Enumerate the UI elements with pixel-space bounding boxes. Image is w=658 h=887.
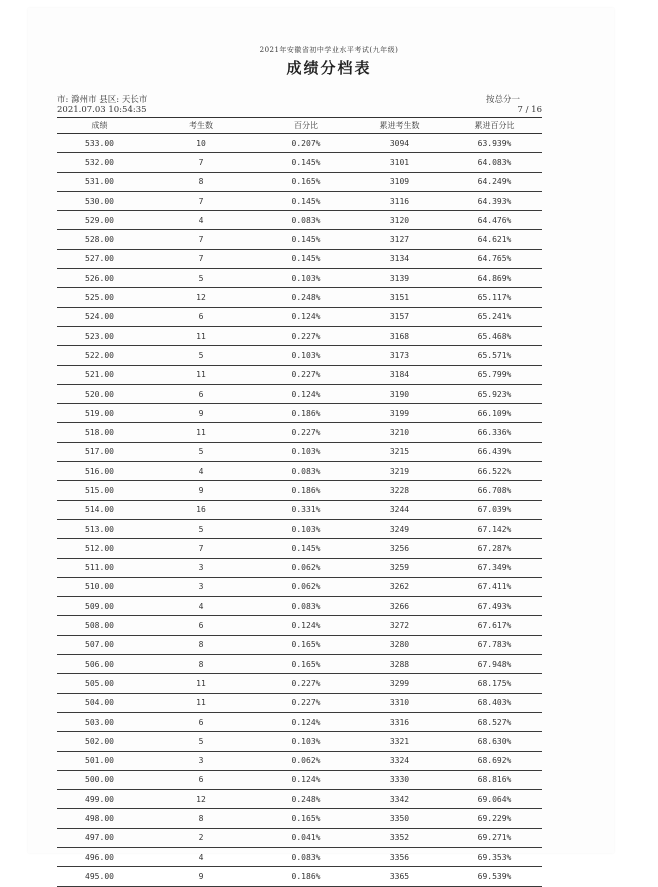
count-cell: 9	[198, 871, 204, 881]
percent-cell: 0.083%	[291, 215, 321, 225]
cumulative-percent-cell: 64.621%	[477, 235, 512, 245]
count-cell: 12	[196, 293, 206, 303]
count-cell: 12	[196, 794, 206, 804]
score-cell: 498.00	[85, 814, 114, 824]
count-cell: 4	[198, 601, 204, 611]
cumulative-count-cell: 3244	[389, 505, 410, 515]
percent-cell: 0.124%	[291, 312, 321, 322]
cumulative-count-cell: 3299	[389, 678, 410, 688]
cumulative-percent-cell: 63.939%	[477, 138, 512, 148]
table-row	[57, 173, 542, 192]
meta-right	[456, 95, 542, 115]
table-row	[57, 404, 542, 423]
cumulative-count-cell: 3219	[389, 466, 410, 476]
percent-cell: 0.124%	[291, 621, 321, 631]
score-cell: 527.00	[85, 254, 114, 264]
count-cell: 11	[196, 428, 206, 438]
cumulative-count-cell: 3365	[389, 871, 410, 881]
score-cell: 524.00	[85, 312, 114, 322]
percent-cell: 0.227%	[291, 331, 321, 341]
cumulative-count-cell: 3288	[389, 659, 410, 669]
table-row	[57, 308, 542, 327]
table-row	[57, 327, 542, 346]
cumulative-count-cell: 3324	[389, 756, 410, 766]
percent-cell: 0.145%	[291, 196, 321, 206]
table-row	[57, 230, 542, 249]
table-row	[57, 616, 542, 635]
cumulative-percent-cell: 67.287%	[477, 543, 512, 553]
cumulative-percent-cell: 69.539%	[477, 871, 512, 881]
cumulative-percent-cell: 67.617%	[477, 621, 512, 631]
count-cell: 11	[196, 698, 206, 708]
cumulative-percent-cell: 69.064%	[477, 794, 512, 804]
cumulative-percent-cell: 65.241%	[477, 312, 512, 322]
score-cell: 513.00	[85, 524, 114, 534]
score-cell: 512.00	[85, 543, 114, 553]
percent-cell: 0.124%	[291, 389, 321, 399]
count-cell: 9	[198, 485, 204, 495]
count-cell: 7	[198, 196, 204, 206]
percent-cell: 0.165%	[291, 640, 321, 650]
cumulative-count-cell: 3094	[389, 138, 410, 148]
percent-cell: 0.186%	[291, 408, 321, 418]
score-cell: 528.00	[85, 235, 114, 245]
cumulative-percent-cell: 65.571%	[477, 350, 512, 360]
table-body	[57, 134, 542, 887]
count-cell: 7	[198, 543, 204, 553]
cumulative-percent-cell: 64.476%	[477, 215, 512, 225]
table-row	[57, 674, 542, 693]
cumulative-count-cell: 3199	[389, 408, 410, 418]
score-cell: 505.00	[85, 678, 114, 688]
cumulative-count-cell: 3109	[389, 177, 410, 187]
table-row	[57, 539, 542, 558]
count-cell: 5	[198, 273, 204, 283]
cumulative-count-cell: 3134	[389, 254, 410, 264]
table-row	[57, 211, 542, 230]
score-cell: 532.00	[85, 157, 114, 167]
score-cell: 497.00	[85, 833, 114, 843]
cumulative-percent-cell: 68.175%	[477, 678, 512, 688]
table-header-row	[57, 118, 542, 134]
count-cell: 5	[198, 447, 204, 457]
cumulative-percent-cell: 67.948%	[477, 659, 512, 669]
table-row	[57, 578, 542, 597]
score-cell: 519.00	[85, 408, 114, 418]
table-row	[57, 443, 542, 462]
score-cell: 530.00	[85, 196, 114, 206]
cumulative-count-cell: 3280	[389, 640, 410, 650]
table-row	[57, 288, 542, 307]
count-cell: 6	[198, 717, 204, 727]
count-cell: 9	[198, 408, 204, 418]
table-row	[57, 809, 542, 828]
percent-cell: 0.165%	[291, 659, 321, 669]
score-cell: 503.00	[85, 717, 114, 727]
cumulative-percent-cell: 69.271%	[477, 833, 512, 843]
percent-cell: 0.062%	[291, 582, 321, 592]
count-cell: 4	[198, 852, 204, 862]
score-cell: 504.00	[85, 698, 114, 708]
count-cell: 11	[196, 370, 206, 380]
score-cell: 500.00	[85, 775, 114, 785]
table-row	[57, 134, 542, 153]
score-table	[57, 117, 542, 887]
cumulative-count-cell: 3173	[389, 350, 410, 360]
cumulative-percent-cell: 67.349%	[477, 563, 512, 573]
percent-cell: 0.331%	[291, 505, 321, 515]
score-cell: 510.00	[85, 582, 114, 592]
table-row	[57, 501, 542, 520]
table-row	[57, 694, 542, 713]
percent-cell: 0.186%	[291, 871, 321, 881]
cumulative-percent-cell: 67.783%	[477, 640, 512, 650]
table-row	[57, 385, 542, 404]
cumulative-count-cell: 3120	[389, 215, 410, 225]
table-row	[57, 636, 542, 655]
cumulative-count-cell: 3249	[389, 524, 410, 534]
percent-cell: 0.165%	[291, 177, 321, 187]
count-cell: 7	[198, 235, 204, 245]
cumulative-count-cell: 3330	[389, 775, 410, 785]
table-row	[57, 250, 542, 269]
percent-cell: 0.083%	[291, 601, 321, 611]
score-cell: 499.00	[85, 794, 114, 804]
score-cell: 525.00	[85, 293, 114, 303]
count-cell: 4	[198, 466, 204, 476]
score-cell: 533.00	[85, 138, 114, 148]
score-cell: 526.00	[85, 273, 114, 283]
count-cell: 3	[198, 582, 204, 592]
cumulative-percent-cell: 68.527%	[477, 717, 512, 727]
percent-cell: 0.227%	[291, 678, 321, 688]
percent-cell: 0.186%	[291, 485, 321, 495]
count-cell: 6	[198, 775, 204, 785]
cumulative-count-cell: 3310	[389, 698, 410, 708]
page-indicator: 7 / 16	[517, 105, 542, 115]
percent-cell: 0.041%	[291, 833, 321, 843]
table-row	[57, 462, 542, 481]
cumulative-count-cell: 3228	[389, 485, 410, 495]
percent-cell: 0.145%	[291, 543, 321, 553]
percent-cell: 0.165%	[291, 814, 321, 824]
percent-cell: 0.103%	[291, 524, 321, 534]
count-cell: 6	[198, 312, 204, 322]
cumulative-percent-cell: 65.117%	[477, 293, 512, 303]
meta-left	[57, 95, 147, 115]
cumulative-percent-cell: 64.765%	[477, 254, 512, 264]
percent-cell: 0.083%	[291, 852, 321, 862]
cumulative-percent-cell: 64.869%	[477, 273, 512, 283]
cumulative-percent-cell: 67.493%	[477, 601, 512, 611]
count-cell: 2	[198, 833, 204, 843]
percent-cell: 0.248%	[291, 293, 321, 303]
count-cell: 8	[198, 177, 204, 187]
cumulative-count-cell: 3342	[389, 794, 410, 804]
count-cell: 5	[198, 736, 204, 746]
cumulative-count-cell: 3262	[389, 582, 410, 592]
cumulative-count-cell: 3101	[389, 157, 410, 167]
header-cumulative-percent: 累进百分比	[474, 121, 515, 130]
cumulative-percent-cell: 68.816%	[477, 775, 512, 785]
table-row	[57, 559, 542, 578]
cumulative-percent-cell: 65.923%	[477, 389, 512, 399]
score-cell: 507.00	[85, 640, 114, 650]
count-cell: 7	[198, 157, 204, 167]
percent-cell: 0.145%	[291, 254, 321, 264]
count-cell: 11	[196, 331, 206, 341]
score-cell: 506.00	[85, 659, 114, 669]
table-row	[57, 713, 542, 732]
sort-label: 按总分一	[486, 95, 521, 105]
cumulative-count-cell: 3321	[389, 736, 410, 746]
score-cell: 518.00	[85, 428, 114, 438]
score-cell: 521.00	[85, 370, 114, 380]
count-cell: 6	[198, 389, 204, 399]
score-cell: 508.00	[85, 621, 114, 631]
cumulative-count-cell: 3350	[389, 814, 410, 824]
percent-cell: 0.103%	[291, 447, 321, 457]
percent-cell: 0.227%	[291, 370, 321, 380]
cumulative-count-cell: 3151	[389, 293, 410, 303]
percent-cell: 0.062%	[291, 563, 321, 573]
cumulative-count-cell: 3256	[389, 543, 410, 553]
percent-cell: 0.124%	[291, 717, 321, 727]
count-cell: 8	[198, 640, 204, 650]
table-row	[57, 829, 542, 848]
table-row	[57, 423, 542, 442]
cumulative-percent-cell: 66.522%	[477, 466, 512, 476]
count-cell: 3	[198, 563, 204, 573]
cumulative-percent-cell: 64.393%	[477, 196, 512, 206]
score-cell: 515.00	[85, 485, 114, 495]
score-cell: 509.00	[85, 601, 114, 611]
table-row	[57, 732, 542, 751]
score-cell: 502.00	[85, 736, 114, 746]
percent-cell: 0.248%	[291, 794, 321, 804]
cumulative-count-cell: 3168	[389, 331, 410, 341]
table-row	[57, 192, 542, 211]
count-cell: 10	[196, 138, 206, 148]
cumulative-percent-cell: 68.692%	[477, 756, 512, 766]
table-row	[57, 366, 542, 385]
timestamp: 2021.07.03 10:54:35	[57, 105, 147, 115]
percent-cell: 0.207%	[291, 138, 321, 148]
count-cell: 11	[196, 678, 206, 688]
count-cell: 3	[198, 756, 204, 766]
percent-cell: 0.103%	[291, 273, 321, 283]
table-row	[57, 655, 542, 674]
cumulative-percent-cell: 68.630%	[477, 736, 512, 746]
cumulative-count-cell: 3356	[389, 852, 410, 862]
cumulative-count-cell: 3259	[389, 563, 410, 573]
count-cell: 5	[198, 350, 204, 360]
table-row	[57, 771, 542, 790]
table-row	[57, 867, 542, 886]
table-row	[57, 346, 542, 365]
percent-cell: 0.124%	[291, 775, 321, 785]
percent-cell: 0.145%	[291, 157, 321, 167]
score-cell: 531.00	[85, 177, 114, 187]
cumulative-percent-cell: 69.353%	[477, 852, 512, 862]
cumulative-percent-cell: 65.468%	[477, 331, 512, 341]
cumulative-count-cell: 3157	[389, 312, 410, 322]
table-row	[57, 597, 542, 616]
score-cell: 511.00	[85, 563, 114, 573]
score-cell: 529.00	[85, 215, 114, 225]
count-cell: 4	[198, 215, 204, 225]
document-title: 成绩分档表	[286, 59, 372, 77]
score-cell: 514.00	[85, 505, 114, 515]
cumulative-percent-cell: 66.439%	[477, 447, 512, 457]
header-percent: 百分比	[294, 121, 318, 130]
percent-cell: 0.083%	[291, 466, 321, 476]
score-cell: 516.00	[85, 466, 114, 476]
score-cell: 496.00	[85, 852, 114, 862]
cumulative-percent-cell: 65.799%	[477, 370, 512, 380]
cumulative-count-cell: 3184	[389, 370, 410, 380]
count-cell: 8	[198, 814, 204, 824]
document-subtitle: 2021年安徽省初中学业水平考试(九年级)	[259, 46, 399, 54]
percent-cell: 0.227%	[291, 428, 321, 438]
cumulative-percent-cell: 69.229%	[477, 814, 512, 824]
percent-cell: 0.062%	[291, 756, 321, 766]
score-cell: 517.00	[85, 447, 114, 457]
count-cell: 8	[198, 659, 204, 669]
cumulative-percent-cell: 67.142%	[477, 524, 512, 534]
cumulative-percent-cell: 67.039%	[477, 505, 512, 515]
score-cell: 495.00	[85, 871, 114, 881]
percent-cell: 0.227%	[291, 698, 321, 708]
score-cell: 523.00	[85, 331, 114, 341]
score-cell: 520.00	[85, 389, 114, 399]
cumulative-percent-cell: 64.083%	[477, 157, 512, 167]
cumulative-percent-cell: 66.336%	[477, 428, 512, 438]
count-cell: 16	[196, 505, 206, 515]
cumulative-count-cell: 3190	[389, 389, 410, 399]
table-row	[57, 848, 542, 867]
cumulative-percent-cell: 66.708%	[477, 485, 512, 495]
table-row	[57, 481, 542, 500]
location-label: 市: 滁州市 县区: 天长市	[57, 95, 148, 105]
header-count: 考生数	[189, 121, 213, 130]
cumulative-percent-cell: 64.249%	[477, 177, 512, 187]
table-row	[57, 269, 542, 288]
cumulative-count-cell: 3272	[389, 621, 410, 631]
cumulative-percent-cell: 67.411%	[477, 582, 512, 592]
cumulative-count-cell: 3352	[389, 833, 410, 843]
count-cell: 7	[198, 254, 204, 264]
cumulative-percent-cell: 68.403%	[477, 698, 512, 708]
percent-cell: 0.145%	[291, 235, 321, 245]
table-row	[57, 752, 542, 771]
percent-cell: 0.103%	[291, 736, 321, 746]
cumulative-count-cell: 3215	[389, 447, 410, 457]
count-cell: 6	[198, 621, 204, 631]
cumulative-count-cell: 3210	[389, 428, 410, 438]
cumulative-count-cell: 3139	[389, 273, 410, 283]
table-row	[57, 520, 542, 539]
cumulative-count-cell: 3116	[389, 196, 410, 206]
cumulative-percent-cell: 66.109%	[477, 408, 512, 418]
table-row	[57, 790, 542, 809]
cumulative-count-cell: 3127	[389, 235, 410, 245]
header-cumulative-count: 累进考生数	[379, 121, 420, 130]
count-cell: 5	[198, 524, 204, 534]
score-cell: 501.00	[85, 756, 114, 766]
score-cell: 522.00	[85, 350, 114, 360]
cumulative-count-cell: 3316	[389, 717, 410, 727]
percent-cell: 0.103%	[291, 350, 321, 360]
header-score: 成绩	[91, 121, 108, 130]
cumulative-count-cell: 3266	[389, 601, 410, 611]
table-row	[57, 153, 542, 172]
